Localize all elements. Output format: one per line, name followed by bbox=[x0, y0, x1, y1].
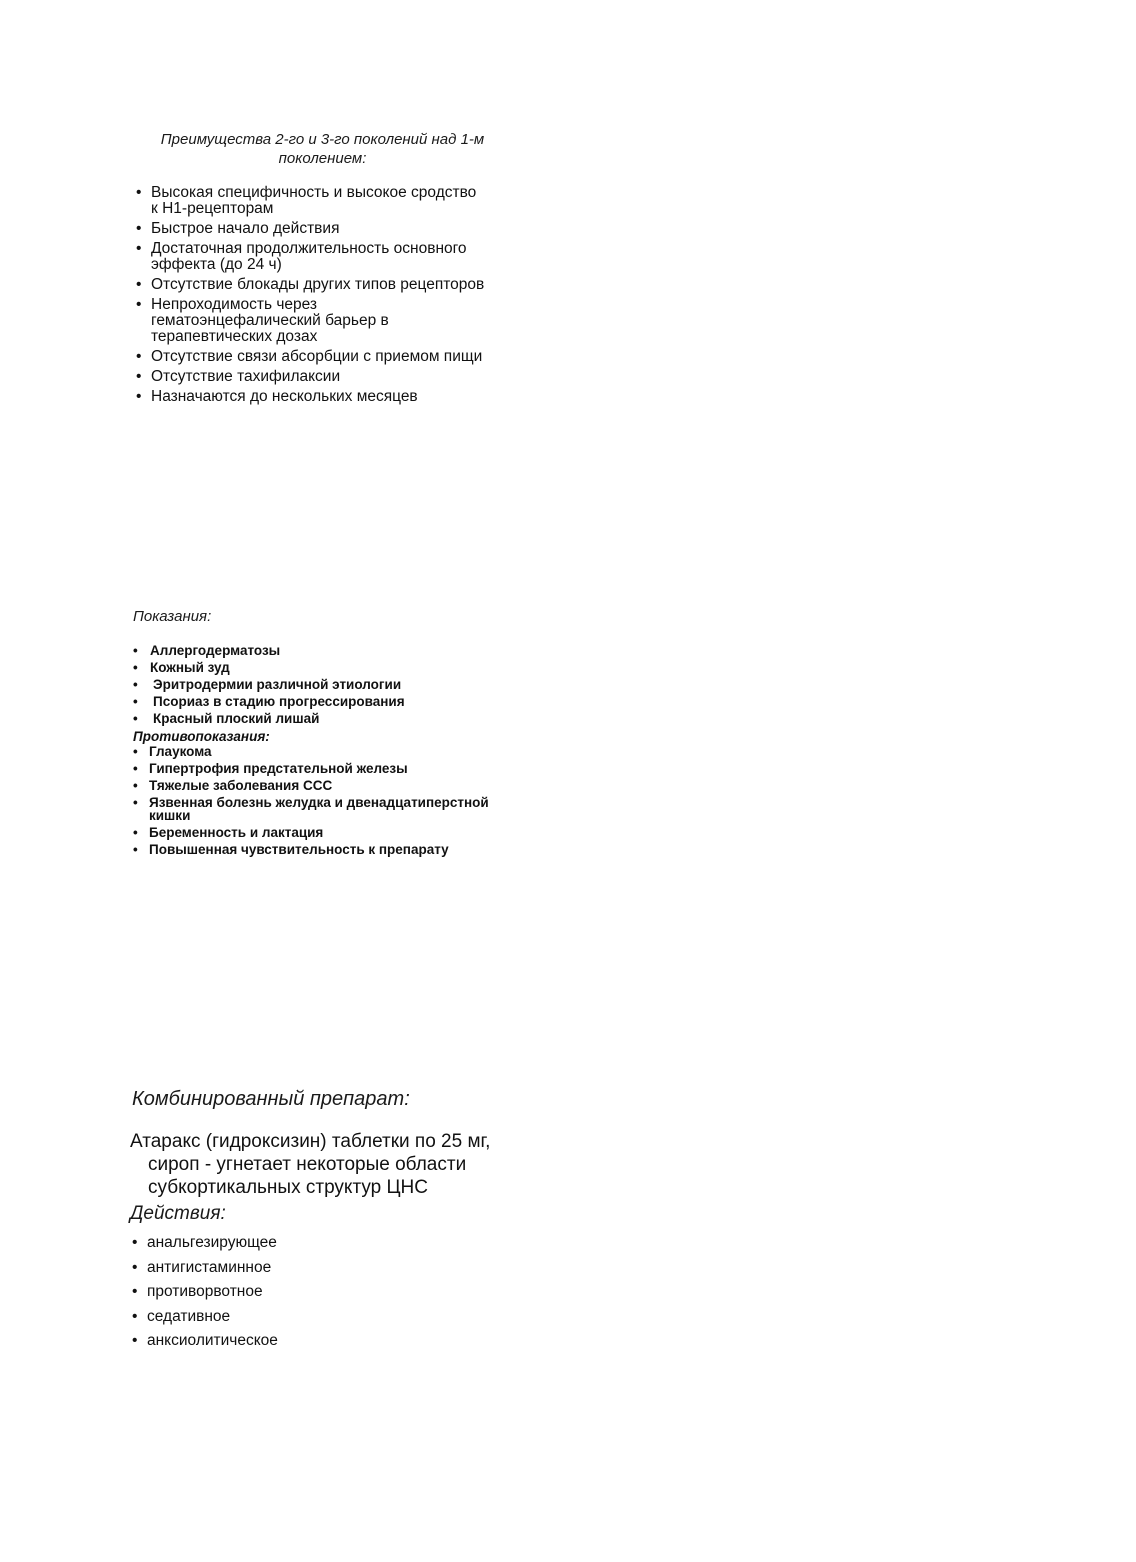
list-item: • анальгезирующее bbox=[132, 1231, 278, 1256]
combined-drug-description bbox=[130, 1130, 530, 1199]
list-item bbox=[136, 277, 526, 293]
list-item bbox=[136, 349, 526, 365]
description-line-1: Атаракс (гидроксизин) таблетки по 25 мг, bbox=[130, 1131, 491, 1152]
list-item-text: • Отсутствие связи абсорбции с приемом пищи bbox=[151, 348, 483, 365]
list-item-text: • Отсутствие тахифилаксии bbox=[151, 368, 341, 385]
list-item-text: • Непроходимость через bbox=[151, 296, 318, 313]
indications-title: Показания: bbox=[133, 608, 212, 625]
indications-list bbox=[133, 642, 533, 727]
combined-drug-title: Комбинированный препарат: bbox=[132, 1088, 410, 1110]
list-item-text: • Повышенная чувствительность к препарату bbox=[149, 842, 449, 857]
list-item-text: • Глаукома bbox=[149, 744, 212, 759]
list-item bbox=[133, 843, 533, 856]
actions-title: Действия: bbox=[130, 1203, 226, 1224]
advantages-list bbox=[136, 185, 526, 409]
list-item-text: эффекта (до 24 ч) bbox=[151, 256, 282, 273]
list-item-text: • Тяжелые заболевания ССС bbox=[149, 778, 333, 793]
list-item bbox=[136, 221, 526, 237]
actions-list bbox=[132, 1231, 278, 1354]
list-item: • Эритродермии различной этиологии bbox=[133, 676, 533, 693]
description-line-3: субкортикальных структур ЦНС bbox=[148, 1177, 428, 1198]
list-item bbox=[136, 241, 526, 273]
contraindications-title: Противопоказания: bbox=[133, 729, 270, 744]
list-item-text: • Гипертрофия предстательной железы bbox=[149, 761, 408, 776]
list-item-text: гематоэнцефалический барьер в bbox=[151, 312, 389, 329]
list-item-text: кишки bbox=[149, 808, 191, 823]
list-item bbox=[133, 796, 533, 822]
list-item: • антигистаминное bbox=[132, 1256, 278, 1281]
list-item bbox=[133, 826, 533, 839]
advantages-title-line-1: Преимущества 2-го и 3-го поколений над 1-м bbox=[160, 131, 485, 148]
list-item: • противорвотное bbox=[132, 1280, 278, 1305]
list-item: • анксиолитическое bbox=[132, 1329, 278, 1354]
list-item-text: • Беременность и лактация bbox=[149, 825, 324, 840]
list-item bbox=[136, 369, 526, 385]
list-item-text: • Назначаются до нескольких месяцев bbox=[151, 388, 418, 405]
list-item: • Красный плоский лишай bbox=[133, 710, 533, 727]
list-item bbox=[136, 389, 526, 405]
list-item-text: • Быстрое начало действия bbox=[151, 220, 340, 237]
list-item bbox=[136, 297, 526, 345]
list-item-text: • Достаточная продолжительность основного bbox=[151, 240, 467, 257]
advantages-title-line-2: поколением: bbox=[278, 150, 367, 167]
list-item bbox=[133, 779, 533, 792]
list-item: • Кожный зуд bbox=[133, 659, 533, 676]
list-item: • седативное bbox=[132, 1305, 278, 1330]
advantages-title bbox=[140, 130, 505, 168]
list-item-text: • Отсутствие блокады других типов рецепторов bbox=[151, 276, 485, 293]
list-item: • Псориаз в стадию прогрессирования bbox=[133, 693, 533, 710]
list-item-text: • Высокая специфичность и высокое сродство bbox=[151, 184, 477, 201]
list-item: • Аллергодерматозы bbox=[133, 642, 533, 659]
description-line-2: сироп - угнетает некоторые области bbox=[148, 1154, 467, 1175]
contraindications-list bbox=[133, 745, 533, 860]
list-item bbox=[136, 185, 526, 217]
list-item-text: терапевтических дозах bbox=[151, 328, 318, 345]
list-item bbox=[133, 762, 533, 775]
list-item-text: • Язвенная болезнь желудка и двенадцатиперстной bbox=[149, 795, 489, 810]
list-item-text: к H1-рецепторам bbox=[151, 200, 274, 217]
list-item bbox=[133, 745, 533, 758]
